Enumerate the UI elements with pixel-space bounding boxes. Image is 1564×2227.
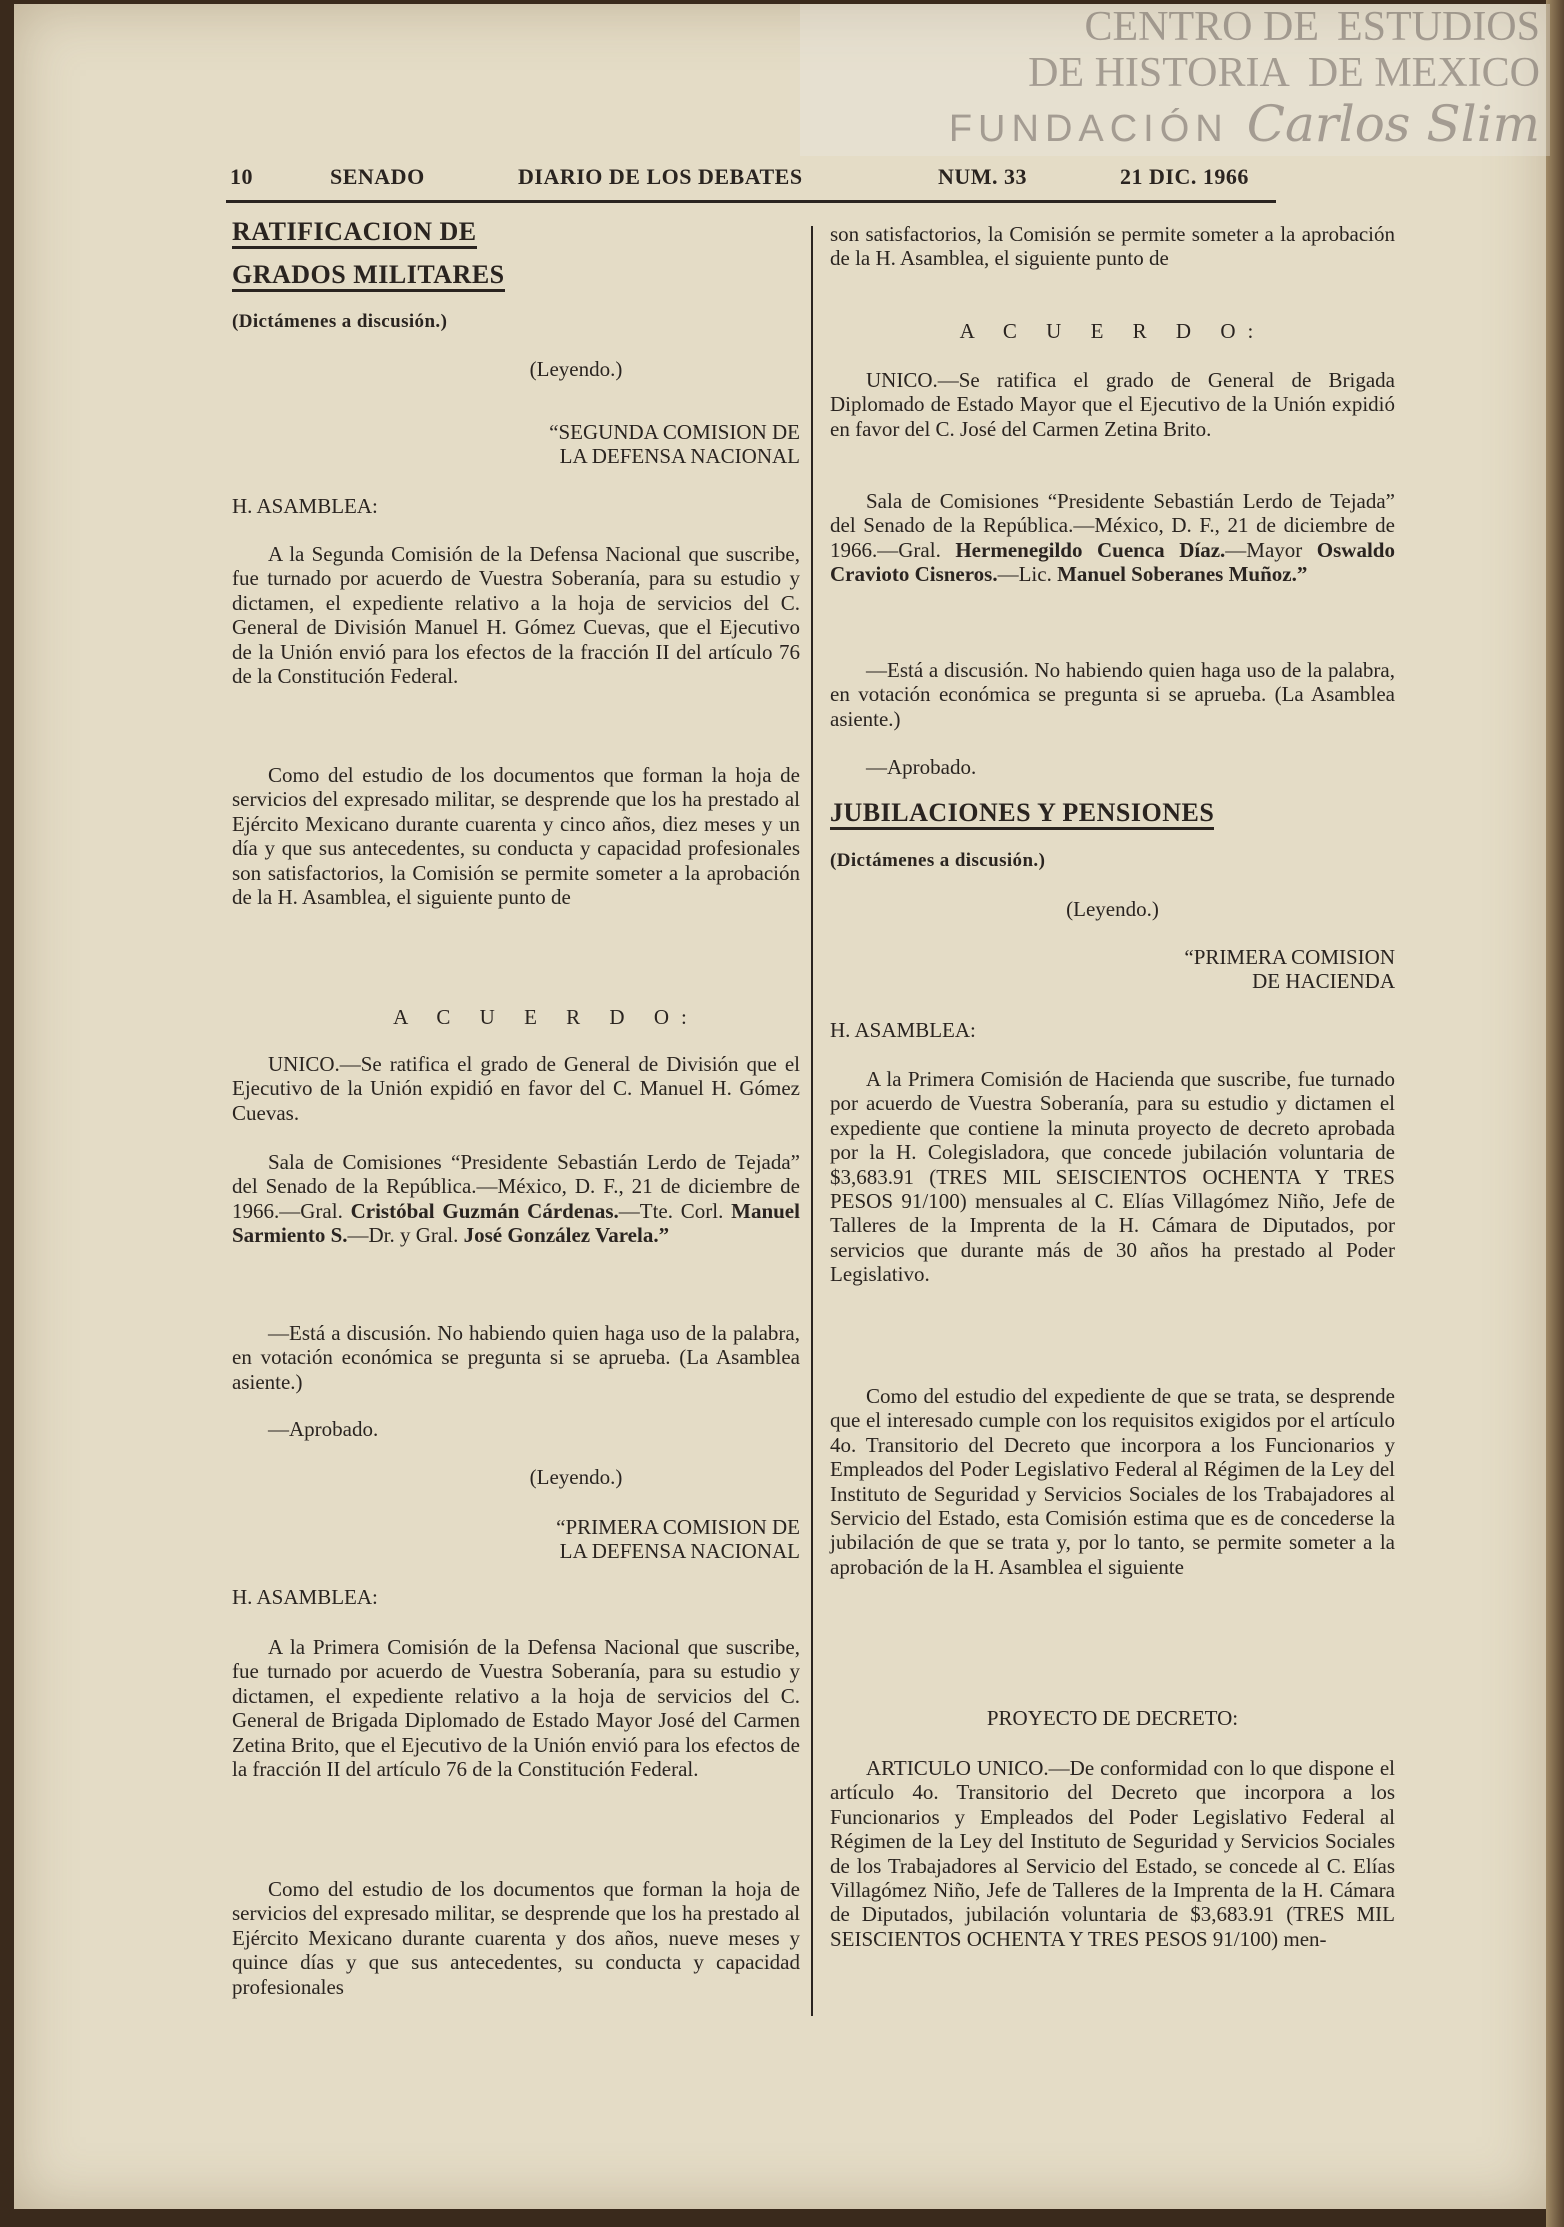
section-subtitle: (Dictámenes a discusión.) — [232, 311, 448, 332]
publication-title: DIARIO DE LOS DEBATES — [518, 164, 803, 189]
paragraph: —Está a discusión. No habiendo quien haga uso de la palabra, en votación económica se pregunta si se aprueba. (La Asamblea asiente.) — [830, 658, 1395, 731]
column-divider — [811, 226, 813, 2016]
left-column — [232, 0, 800, 2227]
approved: —Aprobado. — [268, 1417, 379, 1441]
watermark-line: DE MEXICO — [1307, 50, 1540, 96]
commission-heading: “SEGUNDA COMISION DE — [549, 420, 800, 444]
paragraph: son satisfactorios, la Comisión se permite someter a la aprobación de la H. Asamblea, el siguiente punto de — [830, 222, 1395, 271]
commission-heading: DE HACIENDA — [1252, 969, 1395, 993]
salutation: H. ASAMBLEA: — [232, 1585, 378, 1609]
watermark-line: DE HISTORIA — [1028, 50, 1290, 96]
signatory: Cristóbal Guzmán Cárdenas. — [350, 1198, 619, 1223]
watermark-line: ESTUDIOS — [1336, 4, 1540, 50]
paragraph: UNICO.—Se ratifica el grado de General de División que el Ejecutivo de la Unión expidió en favor del C. Manuel H. Gómez Cuevas. — [232, 1052, 800, 1125]
chamber: SENADO — [330, 164, 425, 189]
section-title: GRADOS MILITARES — [232, 263, 505, 292]
leyendo: (Leyendo.) — [529, 1465, 623, 1489]
acuerdo-heading: A C U E R D O: — [959, 319, 1266, 343]
text: Sala de Comisiones “Presidente Sebastián Lerdo de Tejada” del Senado de la República.—México, D. F., 21 de diciembre de 1966.—Gral. — [830, 489, 1395, 562]
right-column — [830, 0, 1395, 2227]
issue-date: 21 DIC. 1966 — [1120, 164, 1249, 189]
watermark-foundation: FUNDACIÓN — [948, 108, 1229, 150]
leyendo: (Leyendo.) — [1066, 897, 1159, 921]
paragraph: UNICO.—Se ratifica el grado de General de Brigada Diplomado de Estado Mayor que el Ejecutivo de la Unión expidió en favor del C. José del Carmen Zetina Brito. — [830, 368, 1395, 441]
signatory: Hermenegildo Cuenca Díaz. — [955, 537, 1226, 562]
leyendo: (Leyendo.) — [529, 357, 623, 381]
text: —Tte. Corl. — [618, 1198, 732, 1223]
decree-heading: PROYECTO DE DECRETO: — [986, 1706, 1239, 1730]
paragraph: Como del estudio de los documentos que forman la hoja de servicios del expresado militar, se desprende que los ha prestado al Ejército Mexicano durante cuarenta y dos años, nueve meses y quince días y que sus antecedentes, su conducta y capacidad profesionales — [232, 1877, 800, 1999]
section-subtitle: (Dictámenes a discusión.) — [830, 850, 1046, 871]
section-title: JUBILACIONES Y PENSIONES — [830, 801, 1214, 830]
page-edge — [1546, 0, 1564, 2227]
paragraph: A la Primera Comisión de la Defensa Nacional que suscribe, fue turnado por acuerdo de Vuestra Soberanía, para su estudio y dictamen, el expediente relativo a la hoja de servicios del C. General de Brigada Diplomado de Estado Mayor José del Carmen Zetina Brito, que el Ejecutivo de la Unión envió para los efectos de la fracción II del artículo 76 de la Constitución Federal. — [232, 1635, 800, 1782]
signatory: Manuel Soberanes Muñoz.” — [1057, 562, 1308, 587]
paragraph: —Está a discusión. No habiendo quien haga uso de la palabra, en votación económica se pregunta si se aprueba. (La Asamblea asiente.) — [232, 1321, 800, 1394]
watermark-line: CENTRO DE — [1084, 4, 1319, 50]
approved: —Aprobado. — [866, 755, 977, 779]
salutation: H. ASAMBLEA: — [830, 1018, 976, 1042]
commission-heading: “PRIMERA COMISION DE — [556, 1515, 800, 1539]
paragraph: Como del estudio del expediente de que se trata, se desprende que el interesado cumple con los requisitos exigidos por el artículo 4o. Transitorio del Decreto que incorpora a los Funcionarios y Empleados del Poder Legislativo Federal al Régimen de la Ley del Instituto de Seguridad y Servicios Sociales de los Trabajadores al Servicio del Estado, esta Comisión estima que es de concederse la jubilación de que se trata y, por lo tanto, se permite someter a la aprobación de la H. Asamblea el siguiente — [830, 1384, 1395, 1579]
issue-number: NUM. 33 — [938, 164, 1028, 189]
salutation: H. ASAMBLEA: — [232, 494, 378, 518]
paragraph: ARTICULO UNICO.—De conformidad con lo que dispone el artículo 4o. Transitorio del Decreto que incorpora a los Funcionarios y Empleados del Poder Legislativo Federal al Régimen de la Ley del Instituto de Seguridad y Servicios Sociales de los Trabajadores al Servicio del Estado, se concede al C. Elías Villagómez Niño, Jefe de Talleres de la Imprenta de la H. Cámara de Diputados, jubilación voluntaria de $3,683.91 (TRES MIL SEISCIENTOS OCHENTA Y TRES PESOS 91/100) men- — [830, 1756, 1395, 1951]
page-number: 10 — [230, 164, 253, 189]
text: —Lic. — [997, 562, 1058, 587]
signature-paragraph — [232, 1150, 800, 1248]
signature-paragraph — [830, 489, 1395, 587]
text: —Dr. y Gral. — [347, 1223, 464, 1248]
section-title: RATIFICACION DE — [232, 220, 477, 249]
paragraph: A la Primera Comisión de Hacienda que suscribe, fue turnado por acuerdo de Vuestra Soberanía, para su estudio y dictamen el expediente que contiene la minuta proyecto de decreto aprobada por la H. Colegisladora, que concede jubilación voluntaria de $3,683.91 (TRES MIL SEISCIENTOS OCHENTA Y TRES PESOS 91/100) mensuales al C. Elías Villagómez Niño, Jefe de Talleres de la Imprenta de la H. Cámara de Diputados, por servicios que durante más de 30 años ha prestado al Poder Legislativo. — [830, 1067, 1395, 1287]
commission-heading: LA DEFENSA NACIONAL — [559, 444, 800, 468]
watermark-signature: Carlos Slim — [1246, 95, 1540, 153]
signatory: José González Varela.” — [463, 1223, 670, 1248]
paragraph: A la Segunda Comisión de la Defensa Nacional que suscribe, fue turnado por acuerdo de Vuestra Soberanía, para su estudio y dictamen, el expediente relativo a la hoja de servicios del C. General de División Manuel H. Gómez Cuevas, que el Ejecutivo de la Unión envió para los efectos de la fracción II del artículo 76 de la Constitución Federal. — [232, 542, 800, 689]
text: Sala de Comisiones “Presidente Sebastián Lerdo de Tejada” del Senado de la República.—México, D. F., 21 de diciembre de 1966.—Gral. — [232, 1150, 800, 1223]
text: —Mayor — [1225, 537, 1317, 562]
commission-heading: “PRIMERA COMISION — [1184, 945, 1395, 969]
commission-heading: LA DEFENSA NACIONAL — [559, 1539, 800, 1563]
acuerdo-heading: A C U E R D O: — [393, 1005, 699, 1029]
signatory: Oswaldo Cravioto Cisneros. — [830, 537, 1395, 587]
paragraph: Como del estudio de los documentos que forman la hoja de servicios del expresado militar, se desprende que los ha prestado al Ejército Mexicano durante cuarenta y cinco años, diez meses y un día y que sus antecedentes, su conducta y capacidad profesionales son satisfactorios, la Comisión se permite someter a la aprobación de la H. Asamblea, el siguiente punto de — [232, 763, 800, 910]
signatory: Manuel Sarmiento S. — [232, 1198, 800, 1248]
